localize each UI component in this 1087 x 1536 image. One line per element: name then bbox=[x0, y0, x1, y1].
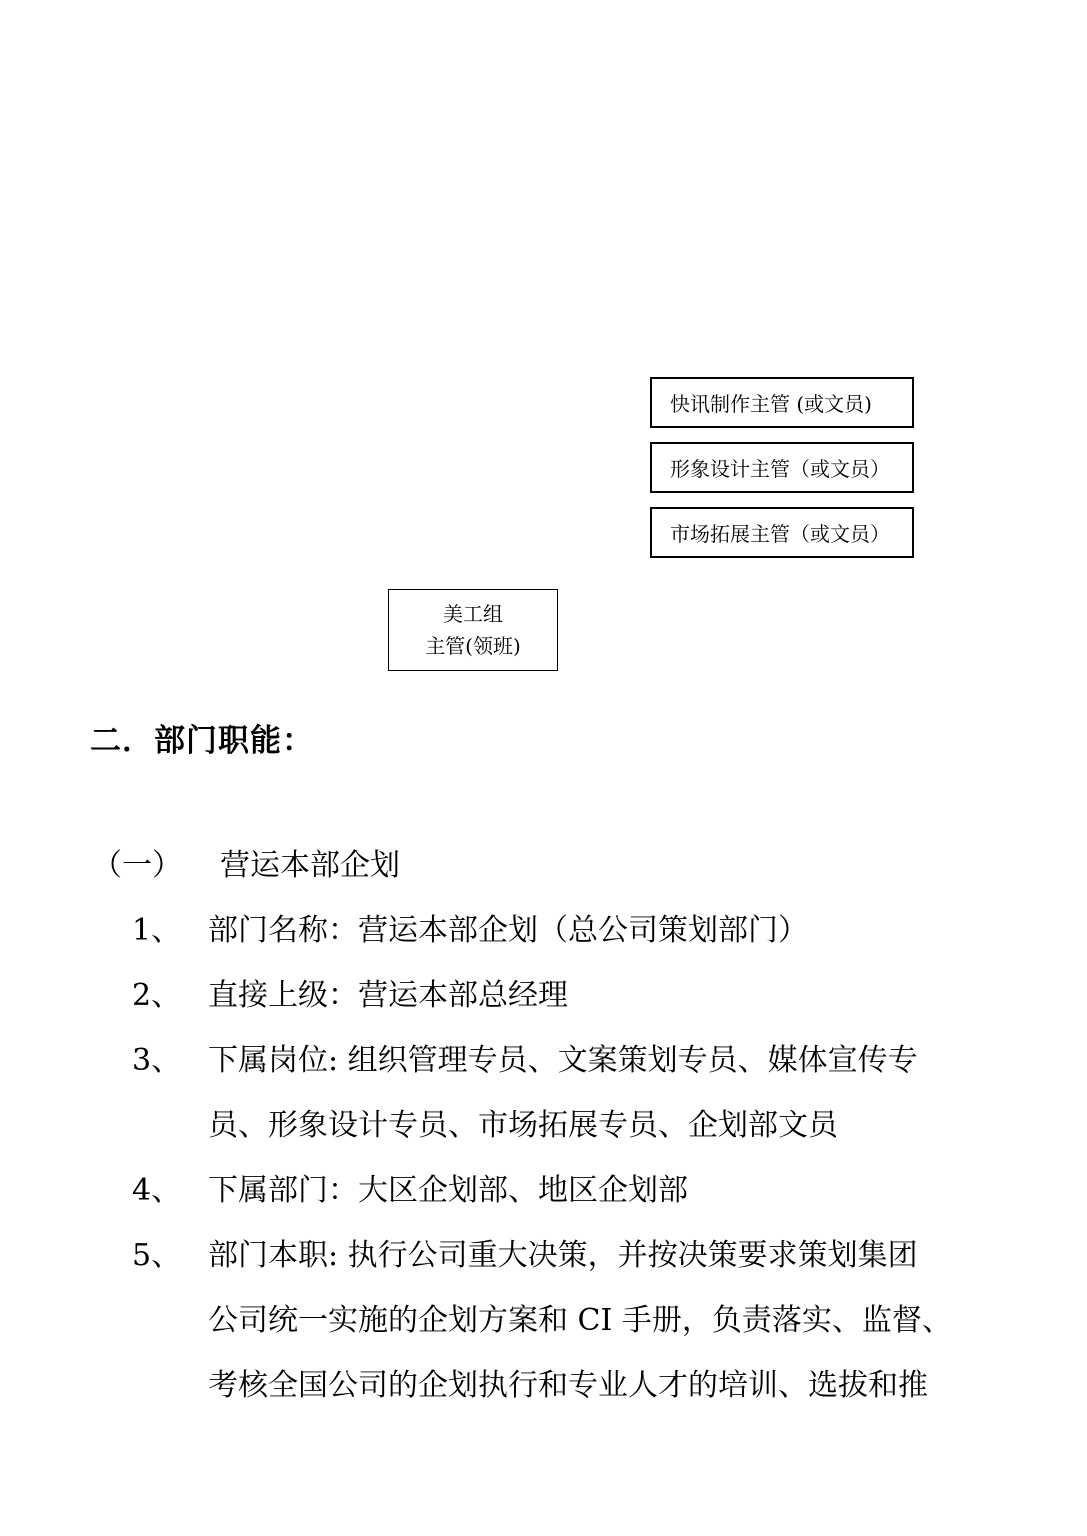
subsection-title: 营运本部企划 bbox=[220, 848, 400, 883]
org-box-label-line1: 美工组 bbox=[443, 602, 503, 626]
org-box-newsletter-supervisor bbox=[650, 377, 914, 428]
list-item-text: 部门本职: 执行公司重大决策，并按决策要求策划集团 bbox=[208, 1238, 918, 1273]
list-item-text: 下属岗位: 组织管理专员、文案策划专员、媒体宣传专 bbox=[208, 1043, 918, 1078]
list-item-text: 下属部门：大区企划部、地区企划部 bbox=[208, 1173, 688, 1208]
list-item-number: 3、 bbox=[132, 1043, 182, 1078]
org-box-label: 市场拓展主管（或文员） bbox=[670, 522, 890, 546]
org-box-label: 形象设计主管（或文员） bbox=[670, 457, 890, 481]
list-item-text-continued: 公司统一实施的企划方案和 CI 手册，负责落实、监督、 bbox=[208, 1303, 952, 1338]
org-box-label: 快讯制作主管 (或文员) bbox=[670, 392, 872, 416]
list-item-number: 5、 bbox=[132, 1238, 182, 1273]
org-box-art-group-supervisor bbox=[388, 589, 558, 671]
list-item-number: 1、 bbox=[132, 913, 182, 948]
list-item-number: 2、 bbox=[132, 978, 182, 1013]
list-item-text-continued: 考核全国公司的企划执行和专业人才的培训、选拔和推 bbox=[208, 1368, 928, 1403]
org-box-market-expansion-supervisor bbox=[650, 507, 914, 558]
org-box-label-line2: 主管(领班) bbox=[425, 634, 521, 658]
list-item-number: 4、 bbox=[132, 1173, 182, 1208]
list-item-text-continued: 员、形象设计专员、市场拓展专员、企划部文员 bbox=[208, 1108, 838, 1143]
section-heading: 二．部门职能： bbox=[90, 723, 314, 759]
list-item-text: 直接上级：营运本部总经理 bbox=[208, 978, 568, 1013]
subsection-number: （一） bbox=[92, 848, 182, 883]
list-item-text: 部门名称：营运本部企划（总公司策划部门） bbox=[208, 913, 808, 948]
org-box-image-design-supervisor bbox=[650, 442, 914, 493]
